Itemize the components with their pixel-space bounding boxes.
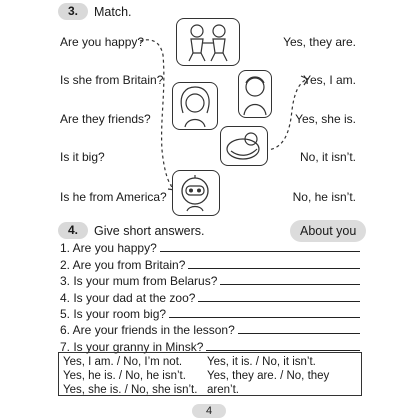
answer-option: Yes, it is. / No, it isn’t. [207,356,316,368]
short-answer-question: 4. Is your dad at the zoo? [60,291,196,305]
short-answer-row[interactable] [60,256,360,272]
answer-option: Yes, she is. / No, she isn’t. [63,384,198,396]
match-question-2: Is she from Britain? [60,73,164,87]
answer-options-left [63,355,197,397]
short-answer-row[interactable] [60,321,360,337]
exercise-3-number: 3. [58,3,88,20]
picture-robot [172,170,220,216]
answer-option: Yes, they are. / No, they aren’t. [207,370,330,396]
answer-option: Yes, he is. / No, he isn’t. [63,370,186,382]
match-answer-4: No, it isn’t. [299,150,356,164]
answer-line[interactable] [206,350,360,351]
picture-girl [172,82,218,130]
picture-friends [176,18,240,66]
short-answer-row[interactable] [60,272,360,288]
exercise-4-header [58,222,204,239]
match-answer-5: No, he isn’t. [292,190,356,204]
short-answer-question: 1. Are you happy? [60,241,157,255]
match-answer-2: Yes, I am. [303,73,356,87]
answer-options-right [207,355,361,397]
match-answer-3: Yes, she is. [295,112,356,126]
match-question-5: Is he from America? [60,190,167,204]
answer-line[interactable] [220,284,360,285]
answer-option: Yes, I am. / No, I’m not. [63,356,183,368]
match-question-1: Are you happy? [60,35,145,49]
match-question-4: Is it big? [60,150,105,164]
exercise-4-title: Give short answers. [94,223,205,238]
short-answer-question: 7. Is your granny in Minsk? [60,340,204,354]
short-answer-question: 6. Are your friends in the lesson? [60,323,235,337]
exercise-3-title: Match. [94,4,132,19]
short-answer-question: 2. Are you from Britain? [60,258,186,272]
picture-baby [220,126,268,166]
answer-options-box [58,352,362,396]
match-answer-1: Yes, they are. [283,35,356,49]
answer-line[interactable] [169,317,360,318]
answer-line[interactable] [188,268,360,269]
answer-line[interactable] [160,251,360,252]
match-question-3: Are they friends? [60,112,151,126]
exercise-4-number: 4. [58,222,88,239]
short-answer-question: 5. Is your room big? [60,307,167,321]
short-answer-question: 3. Is your mum from Belarus? [60,274,218,288]
short-answer-row[interactable] [60,239,360,255]
picture-boy [238,70,272,118]
short-answer-row[interactable] [60,305,360,321]
answer-line[interactable] [198,301,360,302]
page-number: 4 [192,404,226,418]
about-you-badge: About you [290,220,366,242]
answer-line[interactable] [238,333,360,334]
short-answer-row[interactable] [60,289,360,305]
